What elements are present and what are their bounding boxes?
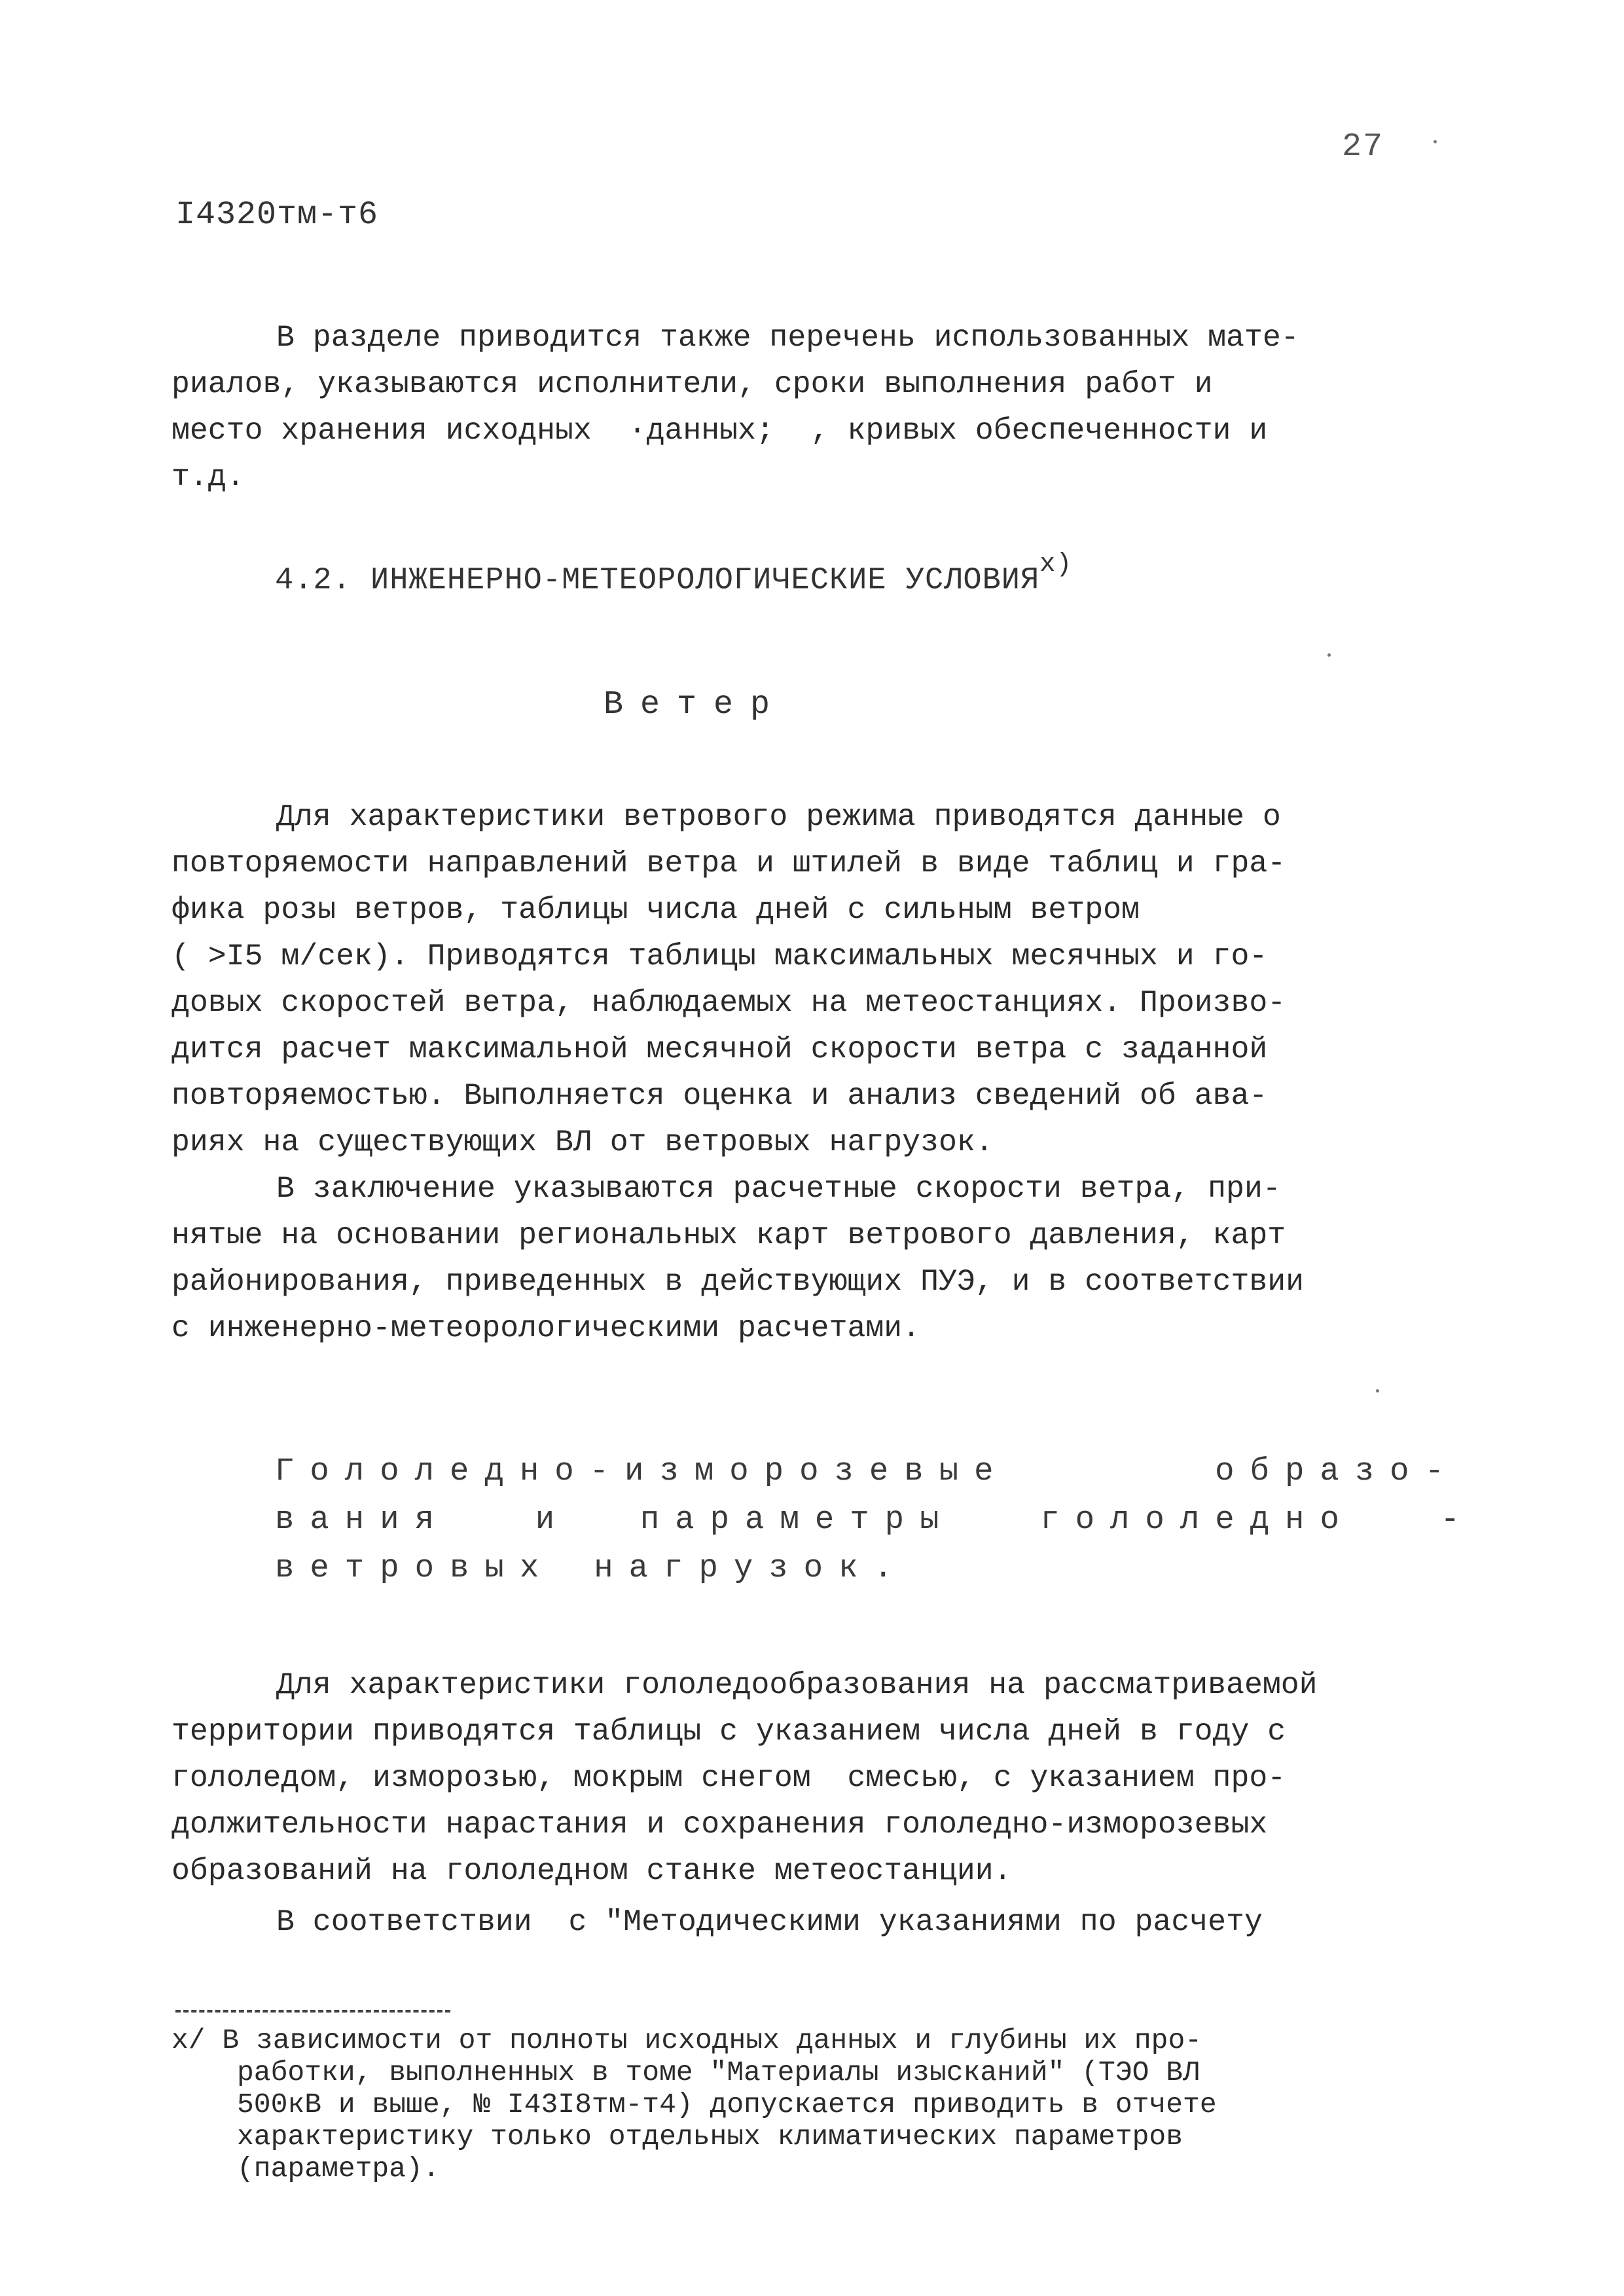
stray-dot bbox=[1376, 1389, 1379, 1393]
text-line: фика розы ветров, таблицы числа дней с сильным ветром bbox=[171, 892, 1140, 927]
intro-paragraph bbox=[171, 314, 1454, 500]
text-line: (параметра). bbox=[237, 2153, 440, 2185]
footnote bbox=[171, 2024, 1454, 2185]
text-line: территории приводятся таблицы с указанием числа дней в году с bbox=[171, 1714, 1286, 1749]
wind-paragraph-2 bbox=[171, 1165, 1454, 1351]
text-line: Для характеристики ветрового режима приводятся данные о bbox=[276, 799, 1281, 834]
footnote-reference: x) bbox=[1039, 550, 1073, 579]
footnote-marker: x/ bbox=[171, 2024, 206, 2056]
section-heading-text: 4.2. ИНЖЕНЕРНО-МЕТЕОРОЛОГИЧЕСКИЕ УСЛОВИЯ bbox=[275, 563, 1040, 598]
heading-word: - bbox=[1440, 1501, 1460, 1538]
text-line: В соответствии с "Методическими указаниями по расчету bbox=[276, 1904, 1263, 1939]
heading-word: Гололедно-изморозевые bbox=[275, 1453, 1009, 1489]
text-line: образований на гололедном станке метеостанции. bbox=[171, 1853, 1012, 1888]
text-line: с инженерно-метеорологическими расчетами. bbox=[171, 1311, 921, 1345]
heading-word: гололедно bbox=[1040, 1501, 1355, 1538]
subheading-wind: Ветер bbox=[604, 686, 787, 723]
heading-word: образо- bbox=[1215, 1453, 1460, 1489]
icing-paragraph-1 bbox=[171, 1662, 1454, 1894]
subheading-line bbox=[275, 1495, 1460, 1544]
stray-dot bbox=[1434, 140, 1437, 143]
text-line: повторяемостью. Выполняется оценка и анализ сведений об ава- bbox=[171, 1078, 1268, 1113]
heading-word: и bbox=[535, 1501, 555, 1538]
text-line: нятые на основании региональных карт ветрового давления, карт bbox=[171, 1218, 1286, 1252]
text-line: должительности нарастания и сохранения гололедно-изморозевых bbox=[171, 1807, 1268, 1842]
subheading-line bbox=[275, 1447, 1460, 1495]
text-line: повторяемости направлений ветра и штилей в виде таблиц и гра- bbox=[171, 846, 1286, 881]
heading-word: вания bbox=[275, 1501, 450, 1538]
stray-dot bbox=[1327, 653, 1331, 657]
heading-word: нагрузок. bbox=[594, 1550, 909, 1586]
text-line: ( >I5 м/сек). Приводятся таблицы максимальных месячных и го- bbox=[171, 939, 1268, 974]
footnote-divider bbox=[175, 2010, 450, 2013]
text-line: характеристику только отдельных климатических параметров bbox=[237, 2121, 1183, 2153]
heading-word: параметры bbox=[640, 1501, 955, 1538]
text-line: т.д. bbox=[171, 460, 245, 494]
text-line: работки, выполненных в томе "Материалы изысканий" (ТЭО ВЛ bbox=[237, 2056, 1200, 2088]
icing-paragraph-2 bbox=[171, 1899, 1454, 1945]
text-line: риалов, указываются исполнители, сроки выполнения работ и bbox=[171, 367, 1213, 401]
document-code: I4320тм-т6 bbox=[175, 196, 379, 234]
text-line: место хранения исходных ·данных; , кривых обеспеченности и bbox=[171, 413, 1268, 448]
subheading-icing bbox=[275, 1447, 1460, 1592]
text-line: Для характеристики гололедообразования на рассматриваемой bbox=[276, 1667, 1318, 1702]
wind-paragraph-1 bbox=[171, 793, 1454, 1165]
text-line: В зависимости от полноты исходных данных и глубины их про- bbox=[222, 2024, 1202, 2056]
text-line: довых скоростей ветра, наблюдаемых на метеостанциях. Произво- bbox=[171, 985, 1286, 1020]
text-line: гололедом, изморозью, мокрым снегом смесью, с указанием про- bbox=[171, 1760, 1286, 1795]
heading-word: ветровых bbox=[275, 1550, 555, 1586]
subheading-line bbox=[275, 1544, 1460, 1592]
text-line: В разделе приводится также перечень использованных мате- bbox=[276, 320, 1299, 355]
text-line: районирования, приведенных в действующих ПУЭ, и в соответствии bbox=[171, 1264, 1305, 1299]
text-line: 500кВ и выше, № I43I8тм-т4) допускается приводить в отчете bbox=[237, 2088, 1217, 2121]
section-heading bbox=[275, 550, 1073, 598]
text-line: В заключение указываются расчетные скорости ветра, при- bbox=[276, 1171, 1281, 1206]
footnote-first-line bbox=[171, 2024, 1454, 2056]
text-line: дится расчет максимальной месячной скорости ветра с заданной bbox=[171, 1032, 1268, 1066]
page-number: 27 bbox=[1342, 128, 1384, 166]
text-line: риях на существующих ВЛ от ветровых нагрузок. bbox=[171, 1125, 994, 1159]
